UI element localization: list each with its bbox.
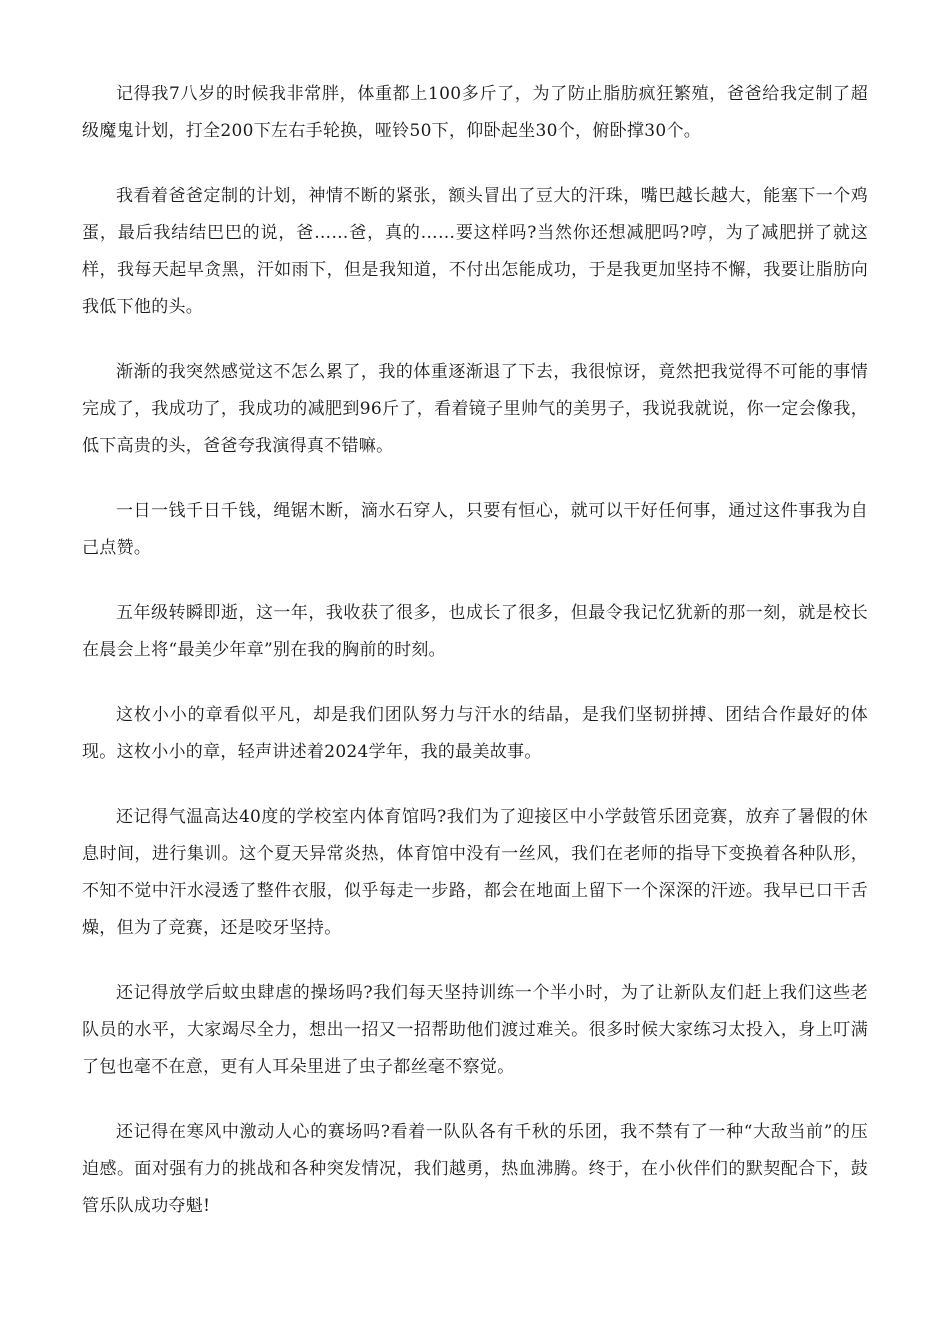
paragraph: 这枚小小的章看似平凡，却是我们团队努力与汗水的结晶，是我们坚韧拼搏、团结合作最好的体现。这枚小小的章，轻声讲述着2024学年，我的最美故事。 <box>82 705 868 762</box>
paragraph: 我看着爸爸定制的计划，神情不断的紧张，额头冒出了豆大的汗珠，嘴巴越长越大，能塞下一个鸡蛋，最后我结结巴巴的说，爸……爸，真的……要这样吗?当然你还想减肥吗?哼，为了减肥拼了就这样，我每天起早贪黑，汗如雨下，但是我知道，不付出怎能成功，于是我更加坚持不懈，我要让脂肪向我低下他的头。 <box>82 186 868 317</box>
paragraph: 五年级转瞬即逝，这一年，我收获了很多，也成长了很多，但最令我记忆犹新的那一刻，就是校长在晨会上将“最美少年章”别在我的胸前的时刻。 <box>82 603 868 660</box>
paragraph: 一日一钱千日千钱，绳锯木断，滴水石穿人，只要有恒心，就可以干好任何事，通过这件事我为自己点赞。 <box>82 501 868 558</box>
paragraph: 还记得放学后蚊虫肆虐的操场吗?我们每天坚持训练一个半小时，为了让新队友们赶上我们这些老队员的水平，大家竭尽全力，想出一招又一招帮助他们渡过难关。很多时候大家练习太投入，身上叮满了包也毫不在意，更有人耳朵里进了虫子都丝毫不察觉。 <box>82 983 868 1077</box>
paragraph: 渐渐的我突然感觉这不怎么累了，我的体重逐渐退了下去，我很惊讶，竟然把我觉得不可能的事情完成了，我成功了，我成功的减肥到96斤了，看着镜子里帅气的美男子，我说我就说，你一定会像我，低下高贵的头，爸爸夸我演得真不错嘛。 <box>82 362 868 456</box>
paragraph: 还记得气温高达40度的学校室内体育馆吗?我们为了迎接区中小学鼓管乐团竞赛，放弃了暑假的休息时间，进行集训。这个夏天异常炎热，体育馆中没有一丝风，我们在老师的指导下变换着各种队形，不知不觉中汗水浸透了整件衣服，似乎每走一步路，都会在地面上留下一个深深的汗迹。我早已口干舌燥，但为了竞赛，还是咬牙坚持。 <box>82 807 868 938</box>
essay-body <box>82 76 868 1253</box>
paragraph: 记得我7八岁的时候我非常胖，体重都上100多斤了，为了防止脂肪疯狂繁殖，爸爸给我定制了超级魔鬼计划，打全200下左右手轮换，哑铃50下，仰卧起坐30个，俯卧撑30个。 <box>82 84 868 141</box>
paragraph: 还记得在寒风中激动人心的赛场吗?看着一队队各有千秋的乐团，我不禁有了一种“大敌当前”的压迫感。面对强有力的挑战和各种突发情况，我们越勇，热血沸腾。终于，在小伙伴们的默契配合下，鼓管乐队成功夺魁! <box>82 1122 868 1216</box>
